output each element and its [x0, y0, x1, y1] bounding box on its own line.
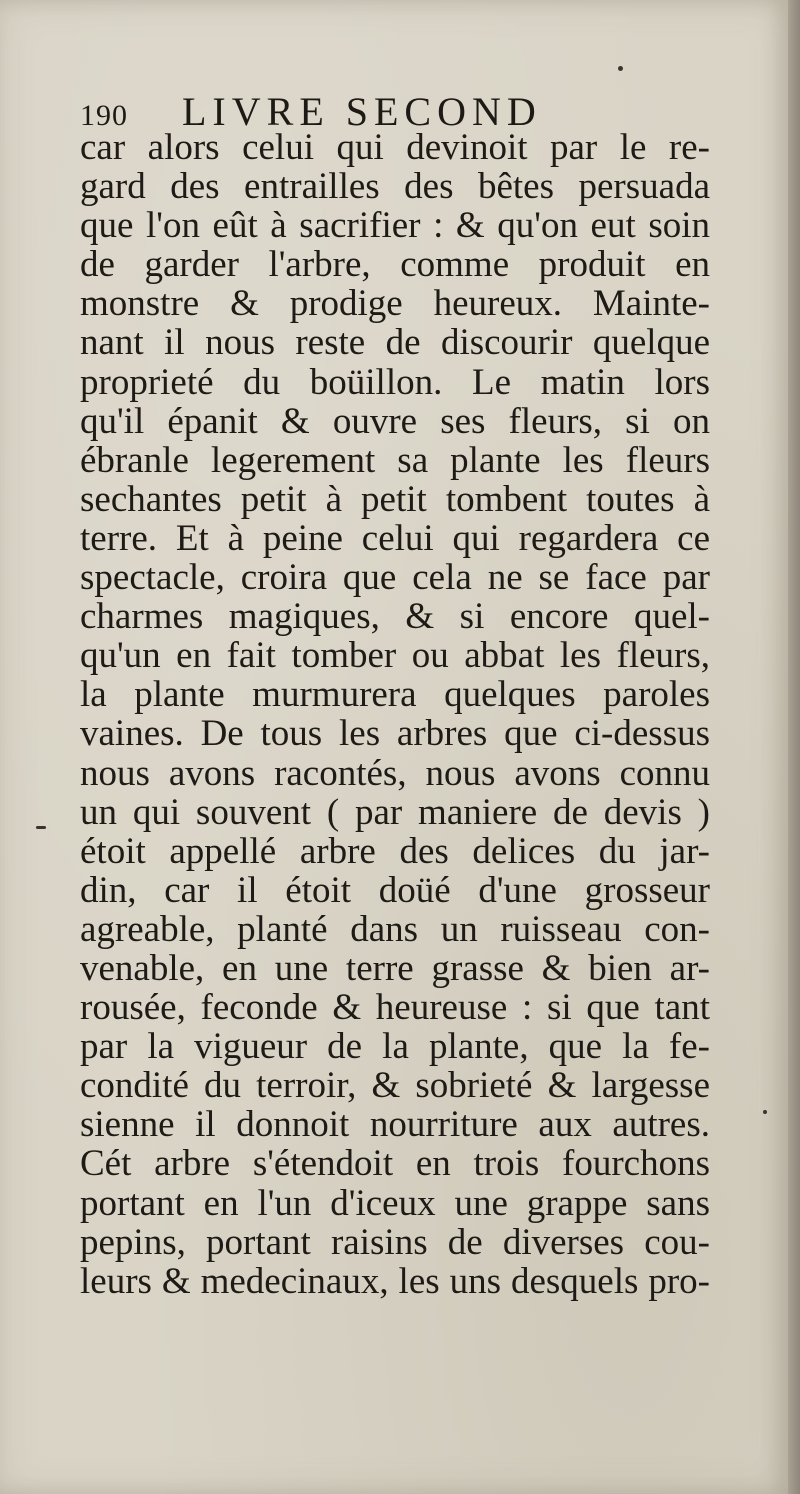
text-line: sienne il donnoit nourriture aux autres. — [80, 1104, 710, 1146]
text-line: Cét arbre s'étendoit en trois fourchons — [80, 1143, 710, 1185]
running-head: LIVRE SECOND — [182, 89, 542, 134]
text-line: pepins, portant raisins de diverses cou- — [80, 1221, 710, 1263]
ink-speck — [36, 826, 46, 829]
page-edge — [788, 0, 800, 1494]
text-line: leurs & medecinaux, les uns desquels pro- — [80, 1260, 710, 1302]
text-line: vaines. De tous les arbres que ci-dessus — [80, 713, 710, 755]
text-line: par la vigueur de la plante, que la fe- — [80, 1026, 710, 1068]
body-text — [80, 128, 710, 1301]
text-line: proprieté du boüillon. Le matin lors — [80, 361, 710, 403]
ink-speck — [763, 1110, 767, 1114]
text-line: ébranle legerement sa plante les fleurs — [80, 439, 710, 481]
text-line: un qui souvent ( par maniere de devis ) — [80, 791, 710, 833]
text-line: qu'il épanit & ouvre ses fleurs, si on — [80, 400, 710, 442]
text-line: condité du terroir, & sobrieté & largesse — [80, 1065, 710, 1107]
text-line: spectacle, croira que cela ne se face par — [80, 557, 710, 599]
text-line: charmes magiques, & si encore quel- — [80, 596, 710, 638]
text-line: sechantes petit à petit tombent toutes à — [80, 478, 710, 520]
text-line: monstre & prodige heureux. Mainte- — [80, 283, 710, 325]
text-line: terre. Et à peine celui qui regardera ce — [80, 517, 710, 559]
text-line: venable, en une terre grasse & bien ar- — [80, 947, 710, 989]
text-line: nous avons racontés, nous avons connu — [80, 752, 710, 794]
text-line: rousée, feconde & heureuse : si que tant — [80, 987, 710, 1029]
page-number: 190 — [80, 99, 128, 132]
text-line: agreable, planté dans un ruisseau con- — [80, 908, 710, 950]
text-line: étoit appellé arbre des delices du jar- — [80, 830, 710, 872]
text-line: portant en l'un d'iceux une grappe sans — [80, 1182, 710, 1224]
ink-speck — [618, 66, 623, 71]
text-line: la plante murmurera quelques paroles — [80, 674, 710, 716]
text-line: de garder l'arbre, comme produit en — [80, 244, 710, 286]
text-line: nant il nous reste de discourir quelque — [80, 322, 710, 364]
text-line: que l'on eût à sacrifier : & qu'on eut soin — [80, 205, 710, 247]
text-line: car alors celui qui devinoit par le re- — [80, 127, 710, 168]
text-line: din, car il étoit doüé d'une grosseur — [80, 869, 710, 911]
text-line: qu'un en fait tomber ou abbat les fleurs, — [80, 635, 710, 677]
text-line: gard des entrailles des bêtes persuada — [80, 166, 710, 208]
